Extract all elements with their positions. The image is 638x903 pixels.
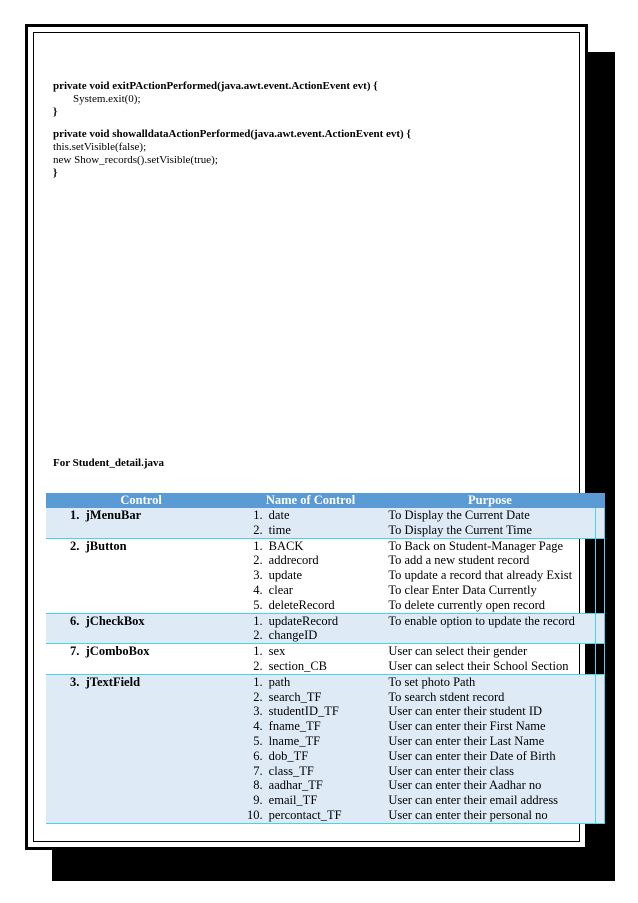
control-name: lname_TF [268, 733, 321, 748]
purpose-text: To Display the Current Time [388, 522, 532, 537]
control-cell [46, 508, 237, 538]
purpose-text: To add a new student record [388, 553, 530, 568]
control-type: jTextField [85, 674, 141, 689]
purpose-text: To Display the Current Date [388, 508, 530, 522]
control-number: 7. [70, 644, 80, 659]
control-cell [46, 613, 237, 644]
table-row [46, 538, 605, 613]
names-cell [237, 674, 385, 823]
purpose-text: User can enter their Last Name [388, 733, 545, 748]
list-number: 7. [253, 763, 263, 778]
list-number: 1. [253, 644, 263, 659]
names-cell [237, 508, 385, 538]
control-name-item [241, 628, 381, 643]
list-number: 2. [253, 658, 263, 673]
control-type: jCheckBox [85, 613, 145, 628]
names-cell [237, 538, 385, 613]
control-name: path [268, 674, 291, 689]
code-line: new Show_records().setVisible(true); [53, 154, 218, 166]
list-number: 9. [253, 793, 263, 808]
control-name-item [241, 583, 381, 598]
code-line: System.exit(0); [73, 93, 141, 105]
control-name-item [241, 690, 381, 705]
control-type: jComboBox [85, 644, 150, 659]
control-name-item [241, 719, 381, 734]
control-number: 6. [70, 613, 80, 628]
purpose-text: User can enter their class [388, 763, 514, 778]
control-name-item [241, 808, 381, 823]
code-line: private void exitPActionPerformed(java.awt.event.ActionEvent evt) { [53, 80, 378, 92]
control-name: time [268, 522, 291, 537]
control-name: dob_TF [268, 748, 309, 763]
control-cell [46, 674, 237, 823]
table-row [46, 674, 605, 823]
control-cell [46, 538, 237, 613]
list-number: 5. [253, 597, 263, 612]
control-name-item [241, 778, 381, 793]
control-name: studentID_TF [268, 704, 339, 719]
list-number: 2. [253, 553, 263, 568]
purpose-text: User can select their School Section [388, 658, 569, 673]
control-name-item [241, 568, 381, 583]
purpose-text: To delete currently open record [388, 597, 546, 612]
code-line: } [53, 167, 58, 179]
extra-cell [595, 508, 604, 538]
control-name: percontact_TF [268, 807, 342, 822]
code-gap [53, 119, 411, 128]
list-number: 2. [253, 522, 263, 537]
header-name-of-control: Name of Control [237, 493, 385, 508]
purpose-text: User can enter their Aadhar no [388, 778, 542, 793]
purpose-cell [384, 613, 595, 644]
extra-cell [595, 644, 604, 675]
purpose-text: To update a record that already Exist [388, 568, 573, 583]
control-name: BACK [268, 538, 304, 553]
extra-cell [595, 674, 604, 823]
control-name-item [241, 749, 381, 764]
list-number: 1. [253, 538, 263, 553]
controls-table [46, 493, 605, 824]
section-caption: For Student_detail.java [53, 457, 165, 469]
header-purpose: Purpose [384, 493, 595, 508]
list-number: 3. [253, 568, 263, 583]
list-number: 4. [253, 719, 263, 734]
list-number: 6. [253, 748, 263, 763]
control-name-item [241, 598, 381, 613]
list-number: 4. [253, 582, 263, 597]
control-name-item [241, 734, 381, 749]
header-extra-cell [595, 493, 604, 508]
control-name-item [241, 508, 381, 523]
control-name: aadhar_TF [268, 778, 323, 793]
control-name: deleteRecord [268, 597, 335, 612]
purpose-text: To set photo Path [388, 674, 476, 689]
purpose-text: User can enter their email address [388, 793, 559, 808]
table-row [46, 644, 605, 675]
control-name: clear [268, 582, 293, 597]
extra-cell [595, 538, 604, 613]
purpose-text: To enable option to update the record [388, 613, 575, 628]
control-name-item [241, 659, 381, 674]
list-number: 10. [247, 807, 263, 822]
control-name: fname_TF [268, 719, 321, 734]
purpose-text: User can enter their Date of Birth [388, 748, 556, 763]
list-number: 2. [253, 689, 263, 704]
control-type: jMenuBar [85, 508, 142, 522]
purpose-text: To search stdent record [388, 689, 505, 704]
control-name: section_CB [268, 658, 328, 673]
code-line: private void showalldataActionPerformed(java.awt.event.ActionEvent evt) { [53, 128, 411, 140]
purpose-cell [384, 674, 595, 823]
list-number: 1. [253, 674, 263, 689]
control-name-item [241, 553, 381, 568]
purpose-text: To Back on Student-Manager Page [388, 538, 564, 553]
control-number: 3. [70, 674, 80, 689]
control-type: jButton [85, 538, 127, 553]
list-number: 8. [253, 778, 263, 793]
control-name-item [241, 704, 381, 719]
control-number: 2. [70, 538, 80, 553]
control-cell [46, 644, 237, 675]
table-row [46, 613, 605, 644]
control-name: changeID [268, 628, 318, 643]
table-row [46, 508, 605, 538]
control-name: addrecord [268, 553, 319, 568]
code-block [53, 80, 411, 180]
list-number: 1. [253, 613, 263, 628]
names-cell [237, 613, 385, 644]
control-name-item [241, 614, 381, 629]
control-name: search_TF [268, 689, 322, 704]
list-number: 2. [253, 628, 263, 643]
control-name: update [268, 568, 302, 583]
purpose-cell [384, 644, 595, 675]
control-name: date [268, 508, 290, 522]
extra-cell [595, 613, 604, 644]
control-name-item [241, 675, 381, 690]
control-name-item [241, 764, 381, 779]
names-cell [237, 644, 385, 675]
list-number: 5. [253, 733, 263, 748]
header-control: Control [46, 493, 237, 508]
control-name-item [241, 793, 381, 808]
table-header-row [46, 493, 605, 508]
control-name: sex [268, 644, 286, 659]
purpose-cell [384, 508, 595, 538]
purpose-text: User can enter their First Name [388, 719, 546, 734]
purpose-text: User can select their gender [388, 644, 528, 659]
control-name-item [241, 523, 381, 538]
control-name: class_TF [268, 763, 314, 778]
control-name: updateRecord [268, 613, 339, 628]
list-number: 1. [253, 508, 263, 522]
control-name-item [241, 539, 381, 554]
purpose-text: To clear Enter Data Currently [388, 582, 537, 597]
list-number: 3. [253, 704, 263, 719]
code-line: } [53, 106, 58, 118]
purpose-text: User can enter their student ID [388, 704, 543, 719]
control-number: 1. [70, 508, 80, 522]
code-line: this.setVisible(false); [53, 141, 147, 153]
purpose-text: User can enter their personal no [388, 807, 548, 822]
purpose-cell [384, 538, 595, 613]
control-name-item [241, 644, 381, 659]
control-name: email_TF [268, 793, 318, 808]
